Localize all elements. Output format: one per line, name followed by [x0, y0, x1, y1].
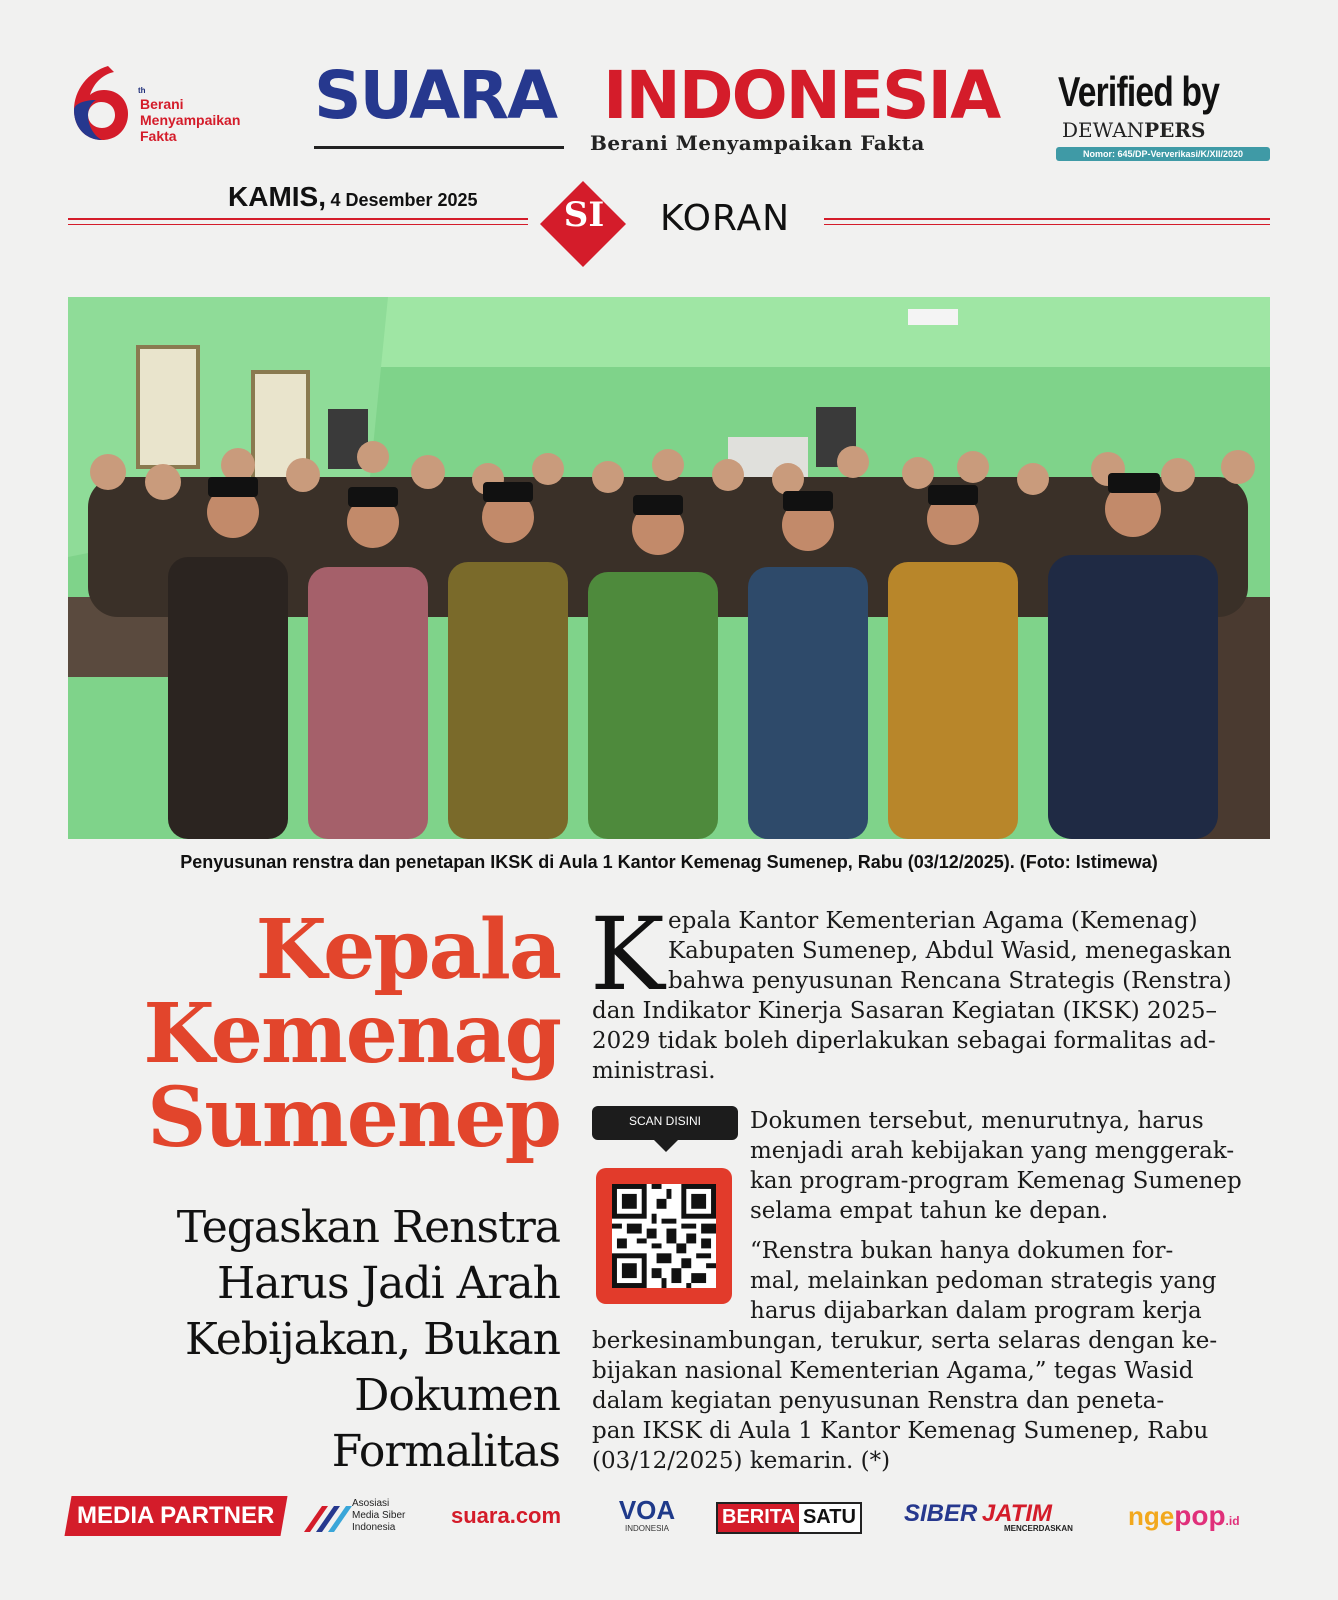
- partner-siberjatim[interactable]: [904, 1500, 1094, 1536]
- headline-line-1: Kepala: [255, 902, 560, 998]
- voa-sub: INDONESIA: [624, 1524, 669, 1533]
- amsi-line-1: Asosiasi: [352, 1498, 390, 1509]
- text-line: “Renstra bukan hanya dokumen for-: [750, 1238, 1174, 1264]
- photo-caption: Penyusunan renstra dan penetapan IKSK di Aula 1 Kantor Kemenag Sumenep, Rabu (03/12/2025). (Foto: Istimewa): [180, 852, 1158, 872]
- drop-cap: K: [590, 896, 665, 1013]
- brand-name-part2: INDONESIA: [603, 57, 1000, 134]
- partner-ngepop[interactable]: [1128, 1500, 1240, 1532]
- paragraph-2: [750, 1106, 1242, 1226]
- text-line: pan IKSK di Aula 1 Kantor Kemenag Sumenep, Rabu: [592, 1418, 1209, 1444]
- dewan-pers-label: [1062, 118, 1206, 142]
- qr-code-icon[interactable]: [612, 1184, 716, 1288]
- verification-number: Nomor: 645/DP-Ververikasi/K/XII/2020: [1056, 147, 1270, 161]
- jatim-sub: MENCERDASKAN: [1004, 1524, 1073, 1533]
- partner-suara[interactable]: suara.com: [451, 1503, 562, 1528]
- amsi-line-2: Media Siber: [352, 1510, 406, 1521]
- amsi-stripes-icon: [302, 1502, 356, 1534]
- text-line: berkesinambungan, terukur, serta selaras dengan ke-: [592, 1328, 1218, 1354]
- issue-date: [228, 181, 478, 213]
- header-rule-left-thin: [68, 224, 528, 225]
- satu-text: SATU: [799, 1504, 860, 1532]
- subheadline-line-1: Tegaskan Renstra: [176, 1202, 560, 1253]
- text-line: 2029 tidak boleh diperlakukan sebagai formalitas ad-: [592, 1028, 1216, 1054]
- paragraph-1-indented: [668, 906, 1232, 996]
- header-rule-left: [68, 218, 528, 220]
- paragraph-1-full: [592, 996, 1217, 1086]
- text-line: kan program-program Kemenag Sumenep: [750, 1168, 1242, 1194]
- anniversary-suffix: th: [138, 86, 146, 95]
- text-line: (03/12/2025) kemarin. (*): [592, 1448, 891, 1474]
- paragraph-3-indented: [750, 1236, 1217, 1326]
- headline-line-3: Sumenep: [147, 1070, 560, 1166]
- issue-date-value: 4 Desember 2025: [330, 190, 478, 210]
- verified-label: Verified by: [1058, 68, 1220, 115]
- brand-divider: [314, 146, 564, 149]
- text-line: selama empat tahun ke depan.: [750, 1198, 1109, 1224]
- media-partner-text: MEDIA PARTNER: [77, 1502, 275, 1529]
- anniversary-motto-line-3: Fakta: [140, 128, 177, 144]
- amsi-line-3: Indonesia: [352, 1522, 396, 1533]
- voa-logo: VOA: [618, 1495, 676, 1525]
- subheadline-line-3: Kebijakan, Bukan: [185, 1314, 560, 1365]
- section-badge: SI: [563, 195, 605, 235]
- subheadline-line-2: Harus Jadi Arah: [216, 1258, 560, 1309]
- anniversary-motto-line-2: Menyampaikan: [140, 112, 241, 128]
- siber-text: SIBER: [904, 1500, 978, 1527]
- subheadline: [80, 1200, 560, 1480]
- ngepop-part2: pop: [1174, 1500, 1226, 1531]
- paragraph-3-full: [592, 1326, 1217, 1476]
- scan-label: SCAN DISINI: [592, 1106, 738, 1140]
- text-line: bijakan nasional Kementerian Agama,” tegas Wasid: [592, 1358, 1194, 1384]
- jatim-text: JATIM: [981, 1500, 1053, 1527]
- scan-bubble-tail: [654, 1140, 678, 1152]
- text-line: bahwa penyusunan Rencana Strategis (Renstra): [668, 968, 1232, 994]
- ngepop-part1: nge: [1128, 1501, 1175, 1531]
- anniversary-motto-line-1: Berani: [140, 96, 184, 112]
- dewan-part2: PERS: [1144, 118, 1206, 142]
- article-photo: [68, 297, 1270, 839]
- header-rule-right: [824, 218, 1270, 220]
- dewan-part1: DEWAN: [1062, 118, 1145, 142]
- section-name: KORAN: [660, 198, 791, 239]
- berita-text: BERITA: [718, 1504, 799, 1532]
- anniversary-motto: [140, 96, 240, 144]
- text-line: ministrasi.: [592, 1058, 716, 1084]
- text-line: Dokumen tersebut, menurutnya, harus: [750, 1108, 1204, 1134]
- text-line: mal, melainkan pedoman strategis yang: [750, 1268, 1217, 1294]
- partner-amsi[interactable]: [302, 1498, 422, 1538]
- media-partner-label: [64, 1496, 287, 1536]
- text-line: dalam kegiatan penyusunan Renstra dan peneta-: [592, 1388, 1165, 1414]
- text-line: harus dijabarkan dalam program kerja: [750, 1298, 1202, 1324]
- headline: [60, 902, 560, 1166]
- text-line: Kabupaten Sumenep, Abdul Wasid, menegaskan: [668, 938, 1232, 964]
- subheadline-line-5: Formalitas: [331, 1426, 560, 1477]
- text-line: epala Kantor Kementerian Agama (Kemenag): [668, 908, 1198, 934]
- anniversary-six-icon: [68, 62, 132, 142]
- subheadline-line-4: Dokumen: [354, 1370, 560, 1421]
- brand-name-part1: SUARA: [314, 57, 557, 134]
- ngepop-part3: .id: [1225, 1514, 1240, 1528]
- partner-beritasatu[interactable]: [716, 1502, 862, 1534]
- header-rule-right-thin: [824, 224, 1270, 225]
- headline-line-2: Kemenag: [143, 986, 560, 1082]
- brand-tagline: Berani Menyampaikan Fakta: [590, 131, 925, 155]
- partner-voa[interactable]: [612, 1496, 682, 1540]
- issue-day: KAMIS,: [228, 181, 326, 212]
- text-line: dan Indikator Kinerja Sasaran Kegiatan (IKSK) 2025–: [592, 998, 1218, 1024]
- text-line: menjadi arah kebijakan yang menggerak-: [750, 1138, 1235, 1164]
